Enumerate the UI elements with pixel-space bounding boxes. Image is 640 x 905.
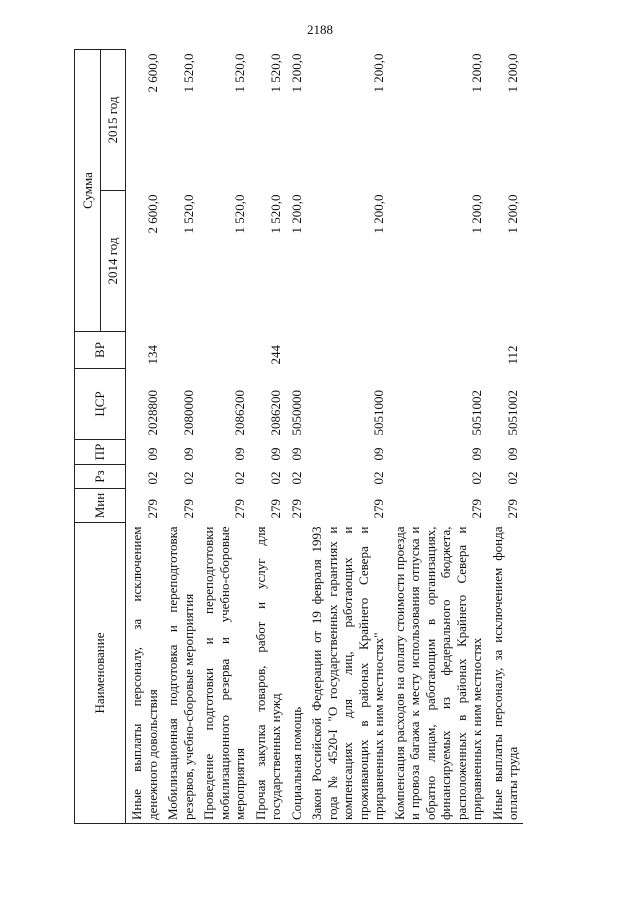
- row-rz: 02: [505, 471, 520, 485]
- row-sum-2015: 2 600,0: [144, 53, 160, 93]
- row-sum-2015: 1 200,0: [505, 53, 520, 93]
- row-rz: 02: [180, 471, 196, 485]
- table-row: [126, 50, 163, 824]
- page-number: 2188: [307, 22, 333, 37]
- row-vr: 134: [144, 345, 160, 365]
- row-sum-2014: 1 200,0: [505, 194, 520, 234]
- row-rz: 02: [371, 471, 386, 485]
- row-pr: 09: [288, 447, 304, 461]
- table-row: [286, 50, 307, 824]
- table-row: [162, 50, 198, 824]
- row-csr: 2086200: [268, 390, 283, 436]
- row-sum-2015: 1 200,0: [288, 53, 304, 93]
- row-min: 279: [288, 499, 304, 519]
- table-row: [250, 50, 286, 824]
- row-sum-2014: 1 200,0: [371, 194, 386, 234]
- row-sum-2015: 1 520,0: [180, 53, 196, 93]
- row-vr: [198, 332, 250, 369]
- row-pr: 09: [469, 447, 484, 461]
- row-pr: 09: [144, 447, 160, 461]
- row-sum-2014: 1 520,0: [180, 194, 196, 234]
- table-header: [75, 50, 126, 824]
- header-rz: Рз: [75, 465, 126, 489]
- budget-table: [74, 49, 523, 824]
- row-sum-2014: 2 600,0: [144, 194, 160, 234]
- row-pr: 09: [371, 447, 386, 461]
- row-min: 279: [371, 499, 386, 519]
- row-sum-2015: 1 520,0: [232, 53, 247, 93]
- row-sum-2015: 1 200,0: [371, 53, 386, 93]
- row-min: 279: [232, 499, 247, 519]
- row-sum-2014: 1 200,0: [469, 194, 484, 234]
- row-min: 279: [469, 499, 484, 519]
- header-vr: ВР: [75, 332, 126, 369]
- row-csr: 5050000: [288, 390, 304, 436]
- header-min: Мин: [75, 489, 126, 523]
- row-name: Прочая закупка товаров, работ и услуг для государственных нужд: [250, 523, 286, 824]
- row-name: Компенсация расходов на оплату стоимости проезда и провоза багажа к месту использования отпуска и обратно лицам, работающим в организациях, финансируемых из федерального бюджета, расположенных в районах Крайнего Севера и приравненных к ним местностях: [389, 523, 487, 824]
- row-pr: 09: [268, 447, 283, 461]
- rotated-page-content: [74, 50, 570, 824]
- row-vr: 112: [505, 345, 520, 365]
- header-sum: Сумма: [75, 50, 101, 332]
- row-name: Социальная помощь: [286, 523, 307, 824]
- row-pr: 09: [232, 447, 247, 461]
- row-csr: 2028800: [144, 390, 160, 436]
- row-vr: [306, 332, 389, 369]
- header-year-2015: 2015 год: [100, 50, 126, 191]
- row-pr: 09: [505, 447, 520, 461]
- row-vr: [286, 332, 307, 369]
- row-vr: [389, 332, 487, 369]
- table-row: [306, 50, 389, 824]
- row-min: 279: [505, 499, 520, 519]
- row-name: Закон Российской Федерации от 19 февраля 1993 года № 4520-I "О государственных гарантиях и компенсациях для лиц, работающих и проживающих в районах Крайнего Севера и приравненных к ним местностях": [306, 523, 389, 824]
- row-csr: 5051002: [469, 390, 484, 436]
- row-csr: 5051000: [371, 390, 386, 436]
- row-sum-2015: 1 520,0: [268, 53, 283, 93]
- row-min: 279: [180, 499, 196, 519]
- row-vr: 244: [268, 345, 283, 365]
- table-row: [389, 50, 487, 824]
- row-name: Иные выплаты персоналу, за исключением денежного довольствия: [126, 523, 163, 824]
- table-body: [126, 50, 523, 824]
- header-pr: ПР: [75, 440, 126, 465]
- row-sum-2014: 1 200,0: [288, 194, 304, 234]
- table-row: [487, 50, 523, 824]
- table-row: [198, 50, 250, 824]
- row-rz: 02: [232, 471, 247, 485]
- row-sum-2015: 1 200,0: [469, 53, 484, 93]
- header-year-2014: 2014 год: [100, 191, 126, 332]
- row-csr: 2080000: [180, 390, 196, 436]
- row-name: Мобилизационная подготовка и переподготовка резервов, учебно-сборовые мероприятия: [162, 523, 198, 824]
- header-csr: ЦСР: [75, 369, 126, 440]
- row-csr: 5051002: [505, 390, 520, 436]
- row-name: Иные выплаты персоналу, за исключением фонда оплаты труда: [487, 523, 523, 824]
- row-rz: 02: [288, 471, 304, 485]
- row-sum-2014: 1 520,0: [268, 194, 283, 234]
- row-pr: 09: [180, 447, 196, 461]
- row-sum-2014: 1 520,0: [232, 194, 247, 234]
- row-csr: 2086200: [232, 390, 247, 436]
- row-rz: 02: [469, 471, 484, 485]
- row-name: Проведение подготовки и переподготовки мобилизационного резерва и учебно-сборовые мероприятия: [198, 523, 250, 824]
- row-vr: [162, 332, 198, 369]
- row-min: 279: [144, 499, 160, 519]
- row-rz: 02: [144, 471, 160, 485]
- header-name: Наименование: [75, 523, 126, 824]
- row-min: 279: [268, 499, 283, 519]
- row-rz: 02: [268, 471, 283, 485]
